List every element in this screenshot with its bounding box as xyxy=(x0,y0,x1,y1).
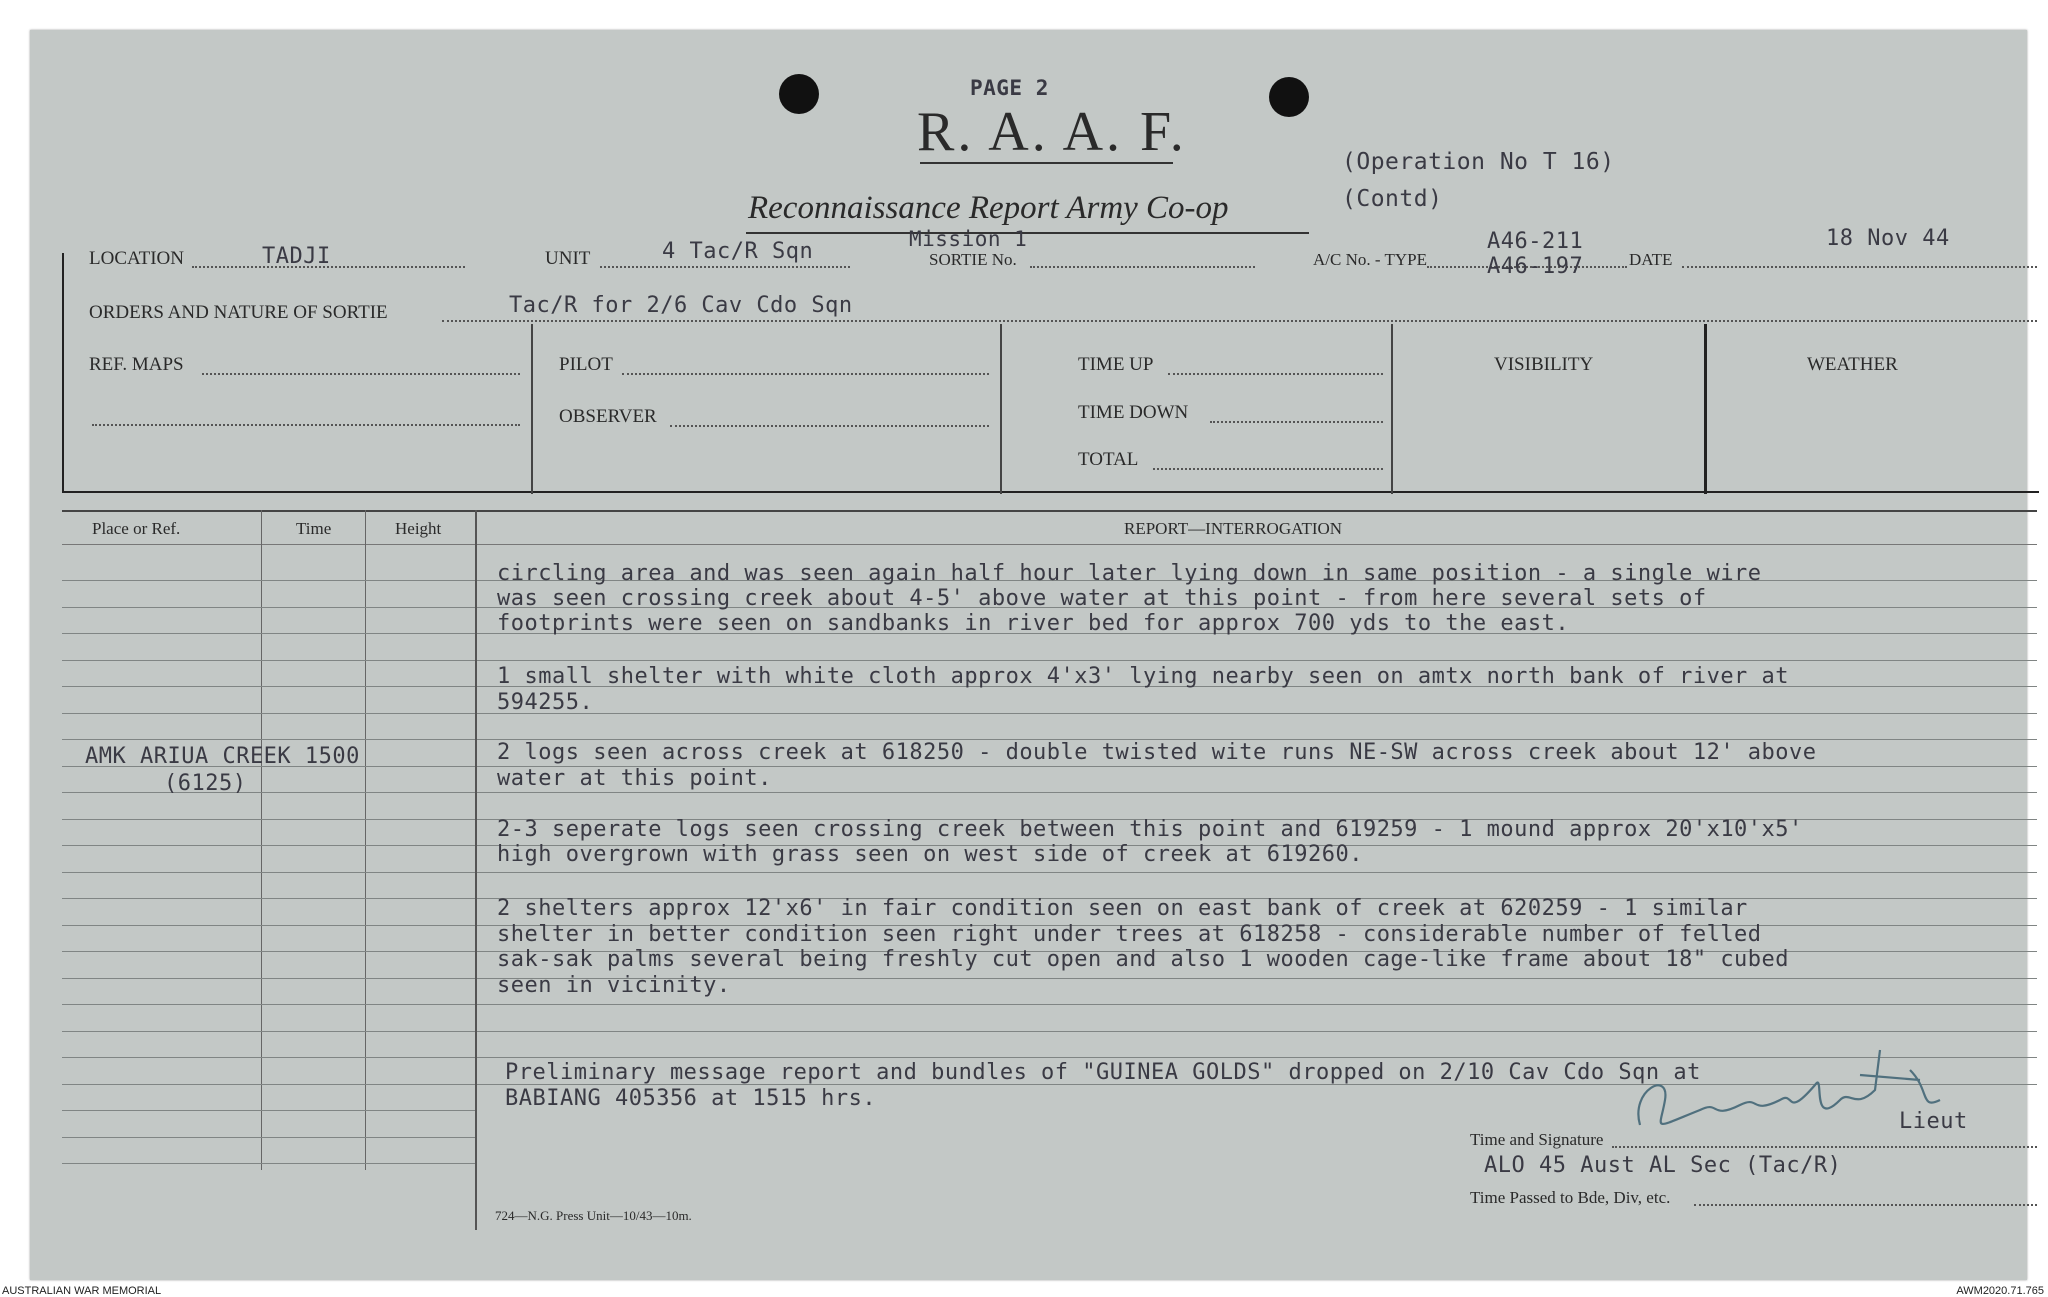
unit-value: 4 Tac/R Sqn xyxy=(662,239,814,264)
col-height-header: Height xyxy=(395,519,442,538)
time-signature-label: Time and Signature xyxy=(1470,1130,1604,1149)
report-line: water at this point. xyxy=(497,766,772,791)
report-line: sak-sak palms several being freshly cut open and also 1 wooden cage-like frame about 18" cubed xyxy=(497,947,1790,972)
ruled-line xyxy=(62,739,475,740)
ruled-line xyxy=(62,951,475,952)
unit-signature: ALO 45 Aust AL Sec (Tac/R) xyxy=(1484,1153,1842,1178)
ref-maps-label: REF. MAPS xyxy=(89,354,184,375)
box-divider-3 xyxy=(1391,324,1393,494)
ruled-line xyxy=(62,792,475,793)
time-up-label: TIME UP xyxy=(1078,354,1154,375)
ruled-line xyxy=(62,925,475,926)
orders-dots xyxy=(442,320,2037,322)
report-line: 2 shelters approx 12'x6' in fair condition seen on east bank of creek at 620259 - 1 similar xyxy=(497,896,1748,921)
report-line: BABIANG 405356 at 1515 hrs. xyxy=(505,1086,877,1111)
ruled-line xyxy=(62,1084,475,1085)
report-line: shelter in better condition seen right under trees at 618258 - considerable number of felled xyxy=(497,922,1762,947)
ruled-line xyxy=(62,633,475,634)
orders-value: Tac/R for 2/6 Cav Cdo Sqn xyxy=(509,293,853,318)
table-top-rule xyxy=(62,510,2037,512)
box-divider-4 xyxy=(1704,324,1707,494)
ruled-line xyxy=(62,1110,475,1111)
ruled-line xyxy=(62,978,475,979)
archive-caption-left: AUSTRALIAN WAR MEMORIAL xyxy=(2,1285,162,1297)
date-value: 18 Nov 44 xyxy=(1826,226,1950,251)
col-time-header: Time xyxy=(296,519,332,538)
time-up-dots xyxy=(1168,373,1383,375)
table-header-rule xyxy=(62,544,2037,545)
report-line: circling area and was seen again half hour later lying down in same position - a single wire xyxy=(497,561,1762,586)
ruled-line xyxy=(62,872,475,873)
col-place-header: Place or Ref. xyxy=(92,519,181,538)
ruled-line xyxy=(477,660,2037,661)
weather-label: WEATHER xyxy=(1807,354,1898,375)
ruled-line xyxy=(62,1004,475,1005)
ac-value-1: A46-211 xyxy=(1487,229,1584,254)
punch-hole-left xyxy=(779,74,819,114)
ref-maps-dots-1 xyxy=(202,373,520,375)
form-title: Reconnaissance Report Army Co-op xyxy=(748,190,1229,226)
report-line: Preliminary message report and bundles of "GUINEA GOLDS" dropped on 2/10 Cav Cdo Sqn at xyxy=(505,1060,1701,1085)
punch-hole-right xyxy=(1269,77,1309,117)
ruled-line xyxy=(477,792,2037,793)
time-signature-dots xyxy=(1612,1146,2037,1148)
col-report-header: REPORT—INTERROGATION xyxy=(1124,519,1343,538)
ruled-line xyxy=(62,1137,475,1138)
date-label: DATE xyxy=(1629,250,1673,269)
date-dots xyxy=(1682,266,2037,268)
ruled-line xyxy=(62,580,475,581)
operation-number: (Operation No T 16) xyxy=(1342,149,1615,175)
ruled-line xyxy=(62,660,475,661)
orders-label: ORDERS AND NATURE OF SORTIE xyxy=(89,302,388,323)
report-line: seen in vicinity. xyxy=(497,973,731,998)
report-line: 1 small shelter with white cloth approx 4'x3' lying nearby seen on amtx north bank of river at xyxy=(497,664,1790,689)
unit-dots xyxy=(600,266,850,268)
ref-maps-dots-2 xyxy=(92,424,520,426)
total-dots xyxy=(1153,468,1383,470)
ruled-line xyxy=(62,686,475,687)
ruled-line xyxy=(62,845,475,846)
ac-value-2: A46-197 xyxy=(1487,254,1584,279)
ruled-line xyxy=(62,1057,475,1058)
report-line: was seen crossing creek about 4-5' above water at this point - from here several sets of xyxy=(497,586,1707,611)
observer-dots xyxy=(670,425,989,427)
col-divider-height xyxy=(365,510,366,1170)
contd-label: (Contd) xyxy=(1342,186,1443,212)
report-line: 594255. xyxy=(497,690,594,715)
time-passed-label: Time Passed to Bde, Div, etc. xyxy=(1470,1188,1671,1207)
box-divider-1 xyxy=(531,324,533,494)
time-down-label: TIME DOWN xyxy=(1078,402,1189,423)
org-title: R. A. A. F. xyxy=(917,101,1187,163)
place-entry-line-1: AMK ARIUA CREEK 1500 xyxy=(85,744,360,769)
col-divider-time xyxy=(261,510,262,1170)
document-sheet xyxy=(30,30,2027,1280)
report-line: high overgrown with grass seen on west side of creek at 619260. xyxy=(497,842,1363,867)
sortie-value: Mission 1 xyxy=(909,227,1028,251)
visibility-label: VISIBILITY xyxy=(1494,354,1594,375)
sortie-dots xyxy=(1030,266,1255,268)
printer-note: 724—N.G. Press Unit—10/43—10m. xyxy=(495,1208,692,1223)
observer-label: OBSERVER xyxy=(559,406,657,427)
page-label: PAGE 2 xyxy=(970,76,1049,100)
total-label: TOTAL xyxy=(1078,449,1139,470)
form-title-underline xyxy=(746,232,1309,234)
location-value: TADJI xyxy=(262,244,331,269)
ruled-line xyxy=(62,713,475,714)
unit-label: UNIT xyxy=(545,248,591,269)
ac-type-label: A/C No. - TYPE xyxy=(1313,250,1427,269)
ruled-line xyxy=(62,898,475,899)
time-down-dots xyxy=(1210,421,1383,423)
ruled-line xyxy=(62,1031,475,1032)
location-label: LOCATION xyxy=(89,248,184,269)
ruled-line xyxy=(62,1163,475,1164)
report-line: 2 logs seen across creek at 618250 - double twisted wite runs NE-SW across creek about 12' above xyxy=(497,740,1817,765)
report-line: 2-3 seperate logs seen crossing creek between this point and 619259 - 1 mound approx 20'x10'x5' xyxy=(497,817,1803,842)
col-divider-report xyxy=(475,510,477,1230)
ruled-line xyxy=(477,872,2037,873)
archive-caption-right: AWM2020.71.765 xyxy=(1956,1285,2044,1297)
pilot-dots xyxy=(622,373,989,375)
org-title-underline xyxy=(920,162,1173,164)
box-divider-2 xyxy=(1000,324,1002,494)
rank: Lieut xyxy=(1899,1109,1968,1134)
place-entry-line-2: (6125) xyxy=(164,771,247,796)
ruled-line xyxy=(477,1004,2037,1005)
ruled-line xyxy=(477,713,2037,714)
ruled-line xyxy=(62,819,475,820)
pilot-label: PILOT xyxy=(559,354,613,375)
sortie-label: SORTIE No. xyxy=(929,250,1017,269)
report-line: footprints were seen on sandbanks in river bed for approx 700 yds to the east. xyxy=(497,611,1570,636)
ruled-line xyxy=(62,607,475,608)
time-passed-dots xyxy=(1694,1204,2037,1206)
